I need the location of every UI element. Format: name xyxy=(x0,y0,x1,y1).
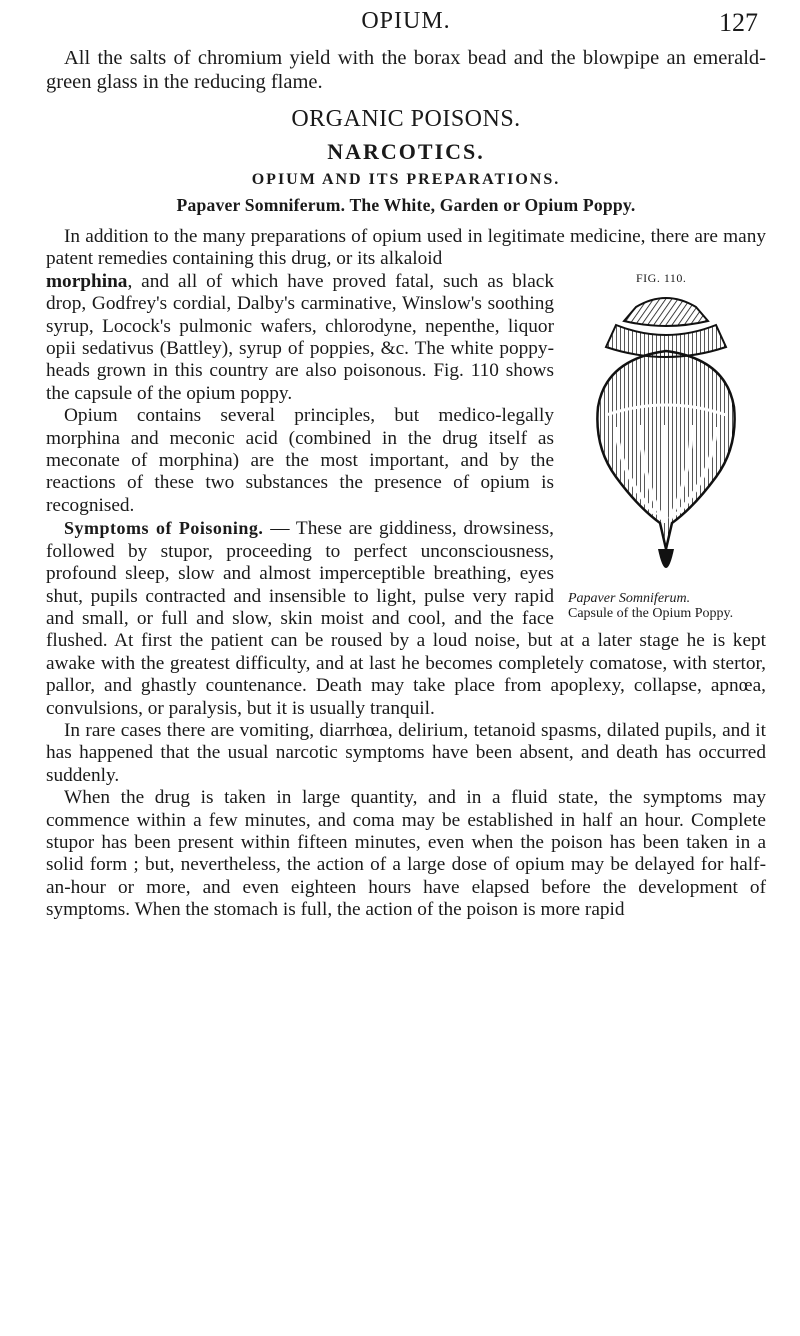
paragraph-preparations-rest: , and all of which have proved fatal, such as black drop, Godfrey's cordial, Dalby's carminative, Winslow's soothing syrup, Locock's pulmonic wafers, chlorodyne, nepenthe, liquor opii sedativus (Battley), syrup of poppies, &c. The white poppy-heads grown in this country are also poisonous. Fig. 110 shows the capsule of the opium poppy. xyxy=(46,270,554,404)
poppy-capsule-illustration xyxy=(576,287,756,587)
species-subheading: Papaver Somniferum. The White, Garden or Opium Poppy. xyxy=(176,195,636,215)
paragraph-large-quantity: When the drug is taken in large quantity, and in a fluid state, the symptoms may commence within a few minutes, and coma may be established in half an hour. Complete stupor has been present within fifteen minutes, even when the poison has been taken in a solid form ; but, nevertheless, the action of a large dose of opium may be delayed for half-an-hour or more, and even eighteen hours have elapsed before the development of symptoms. When the stomach is full, the action of the poison is more rapid xyxy=(46,787,766,921)
figure-label: FIG. 110. xyxy=(636,270,687,285)
capsule-crown-icon xyxy=(606,298,726,357)
symptoms-text: — These are giddiness, drowsiness, followed by stupor, proceeding to perfect unconsciousness, profound sleep, slow and almost imperceptible breathing, eyes shut, pupils contracted and insensible to light, pulse very rapid and small, or full and slow, skin moist and cool, and the face flushed. At first the patient can be roused by a loud noise, but at a later stage he is kept awake with the greatest difficulty, and at last he becomes completely comatose, with stertor, pallor, and ghastly countenance. Death may take place from apoplexy, collapse, apnœa, convulsions, or paralysis, but it is usually tranquil. xyxy=(46,518,766,719)
paragraph-bold-morphina: morphina xyxy=(46,270,128,292)
paragraph-principles: Opium contains several principles, but medico-legally morphina and meconic acid (combined in the drug itself as meconate of morphina) are the most important, and by the reactions of these two substances the presence of opium is recognised. xyxy=(46,405,554,516)
paragraph-preparations xyxy=(46,226,766,271)
section-heading-opium: OPIUM AND ITS PREPARATIONS. xyxy=(251,171,561,188)
page-number: 127 xyxy=(719,8,758,37)
capsule-body-icon xyxy=(597,351,734,568)
figure-caption-text: Capsule of the Opium Poppy. xyxy=(568,605,734,621)
page-header xyxy=(46,0,766,46)
figure-110 xyxy=(566,271,766,621)
section-heading-organic-poisons: ORGANIC POISONS. xyxy=(291,106,521,132)
figure-caption-latin: Papaver Somniferum. xyxy=(568,590,691,606)
section-heading-narcotics: NARCOTICS. xyxy=(327,139,485,164)
paragraph-rare-cases: In rare cases there are vomiting, diarrhœa, delirium, tetanoid spasms, dilated pupils, and it has happened that the usual narcotic symptoms have been absent, and death has occurred suddenly. xyxy=(46,719,766,786)
running-title: OPIUM. xyxy=(361,8,451,34)
symptoms-label: Symptoms of Poisoning. xyxy=(64,518,264,539)
intro-paragraph: All the salts of chromium yield with the borax bead and the blowpipe an emerald-green glass in the reducing flame. xyxy=(46,47,766,93)
figure-caption xyxy=(566,591,766,621)
paragraph-preparations-start: In addition to the many preparations of opium used in legitimate medicine, there are many patent remedies containing this drug, or its alkaloid xyxy=(46,226,766,270)
